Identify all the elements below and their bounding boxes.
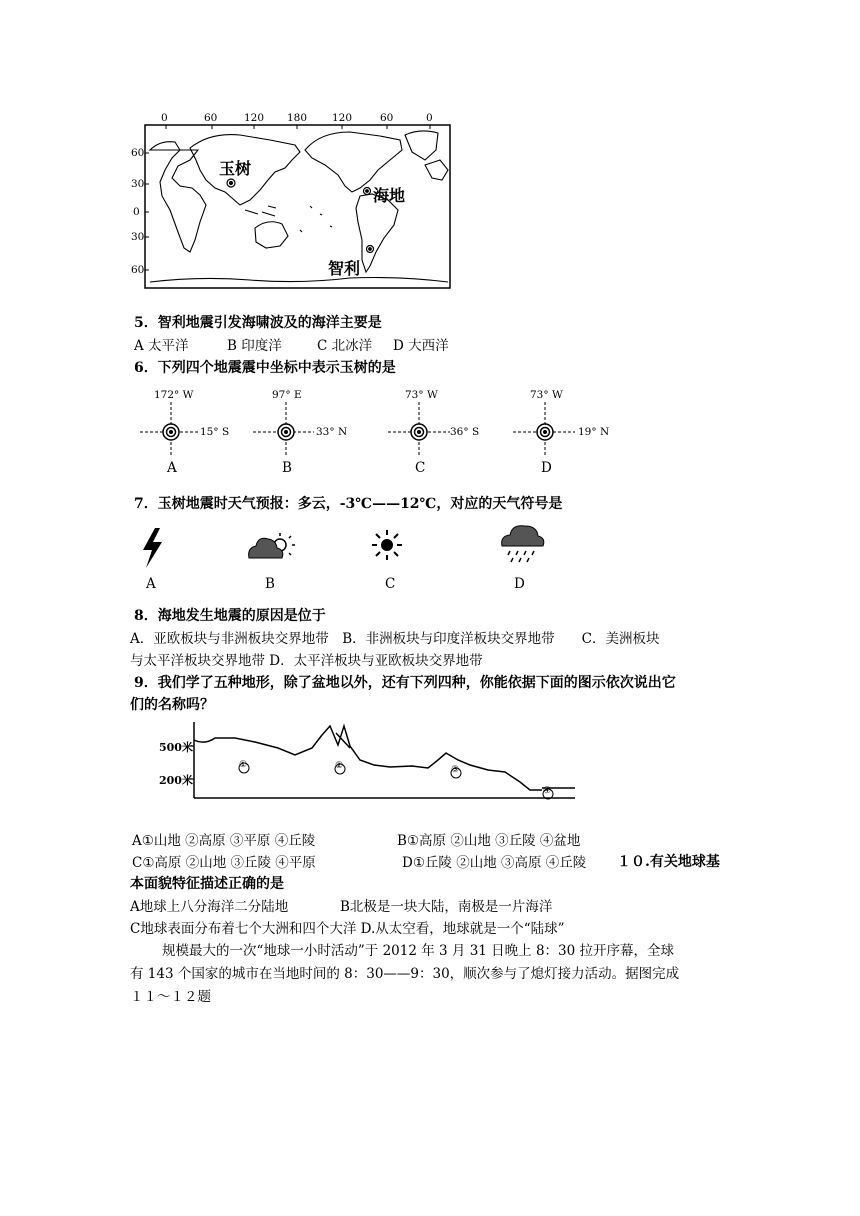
q10-options-line2: C地球表面分布着七个大洲和四个大洋 D.从太空看，地球就是一个“陆球” bbox=[130, 921, 565, 937]
lat-label: 30 bbox=[131, 231, 145, 243]
q8-options-line1: A．亚欧板块与非洲板块交界地带 B．非洲板块与印度洋板块交界地带 C．美洲板块 bbox=[130, 631, 660, 647]
q10-option-a: A地球上八分海洋二分陆地 bbox=[130, 899, 289, 915]
lat-label: 60 bbox=[131, 147, 145, 159]
q6-lon-d: 73° W bbox=[530, 389, 563, 401]
q10-question-line2: 本面貌特征描述正确的是 bbox=[130, 876, 284, 892]
q8-question: 8．海地发生地震的原因是位于 bbox=[134, 608, 326, 624]
lat-label: 60 bbox=[131, 264, 145, 276]
q6-lon-b: 97° E bbox=[272, 389, 302, 401]
lon-label: 120 bbox=[332, 112, 353, 124]
q6-lon-a: 172° W bbox=[154, 389, 194, 401]
lon-label: 60 bbox=[204, 112, 218, 124]
q9-mark-1: ① bbox=[239, 760, 248, 770]
q6-letter-d: D bbox=[541, 460, 552, 476]
q5-question: 5．智利地震引发海啸波及的海洋主要是 bbox=[134, 315, 382, 331]
place-chile: 智利 bbox=[328, 259, 361, 278]
q8-options-line2: 与太平洋板块交界地带 D．太平洋板块与亚欧板块交界地带 bbox=[130, 653, 483, 669]
q9-mark-3: ③ bbox=[451, 765, 460, 775]
q9-label-500: 500米 bbox=[159, 741, 193, 754]
q10-option-b: B北极是一块大陆，南极是一片海洋 bbox=[340, 899, 553, 915]
q5-option: D 大西洋 bbox=[393, 338, 449, 354]
q6-lat-b: 33° N bbox=[316, 426, 348, 438]
passage-line2: 有 143 个国家的城市在当地时间的 8：30——9：30，顺次参与了熄灯接力活动。据图完成 bbox=[130, 966, 680, 982]
q6-letter-c: C bbox=[415, 460, 426, 476]
q6-lat-d: 19° N bbox=[578, 426, 610, 438]
lon-label: 60 bbox=[380, 112, 394, 124]
q9-question-line2: 们的名称吗？ bbox=[130, 697, 214, 713]
lon-label: 120 bbox=[244, 112, 265, 124]
q7-letter-b: B bbox=[265, 576, 275, 592]
passage-line3: １１～１２题 bbox=[130, 989, 211, 1005]
q6-lon-c: 73° W bbox=[405, 389, 438, 401]
q7-letter-d: D bbox=[514, 576, 525, 592]
q9-label-200: 200米 bbox=[159, 774, 193, 787]
passage-line1: 规模最大的一次“地球一小时活动”于 2012 年 3 月 31 日晚上 8：30 拉开序幕，全球 bbox=[162, 943, 675, 959]
lon-label: 0 bbox=[161, 112, 168, 124]
q5-option: C 北冰洋 bbox=[317, 338, 373, 354]
q7-letter-c: C bbox=[385, 576, 396, 592]
q6-lat-a: 15° S bbox=[200, 426, 230, 438]
q9-mark-2: ② bbox=[335, 761, 344, 771]
q6-letter-a: A bbox=[167, 460, 177, 476]
q9-option-b: B①高原 ②山地 ③丘陵 ④盆地 bbox=[397, 833, 581, 849]
q9-option-a: A①山地 ②高原 ③平原 ④丘陵 bbox=[132, 833, 316, 849]
q6-lat-c: 36° S bbox=[450, 426, 480, 438]
q7-letter-a: A bbox=[146, 576, 156, 592]
lat-label: 30 bbox=[131, 178, 145, 190]
lat-label: 0 bbox=[133, 206, 140, 218]
lon-label: 180 bbox=[287, 112, 308, 124]
q7-question: 7．玉树地震时天气预报：多云，-3℃——12℃，对应的天气符号是 bbox=[134, 496, 563, 512]
q5-option: B 印度洋 bbox=[227, 338, 282, 354]
q9-option-d: D①丘陵 ②山地 ③高原 ④丘陵 bbox=[402, 855, 587, 871]
q9-option-c: C①高原 ②山地 ③丘陵 ④平原 bbox=[132, 855, 316, 871]
place-haiti: 海地 bbox=[373, 186, 406, 205]
place-yushu: 玉树 bbox=[219, 159, 252, 178]
lon-label: 0 bbox=[426, 112, 433, 124]
q5-option: A 太平洋 bbox=[134, 338, 189, 354]
q6-letter-b: B bbox=[282, 460, 292, 476]
q6-question: 6．下列四个地震震中坐标中表示玉树的是 bbox=[134, 360, 396, 376]
q9-question-line1: 9．我们学了五种地形，除了盆地以外，还有下列四种，你能依据下面的图示依次说出它 bbox=[134, 675, 676, 691]
q9-mark-4: ④ bbox=[543, 786, 552, 796]
q10-question-inline: １０.有关地球基 bbox=[617, 854, 720, 870]
